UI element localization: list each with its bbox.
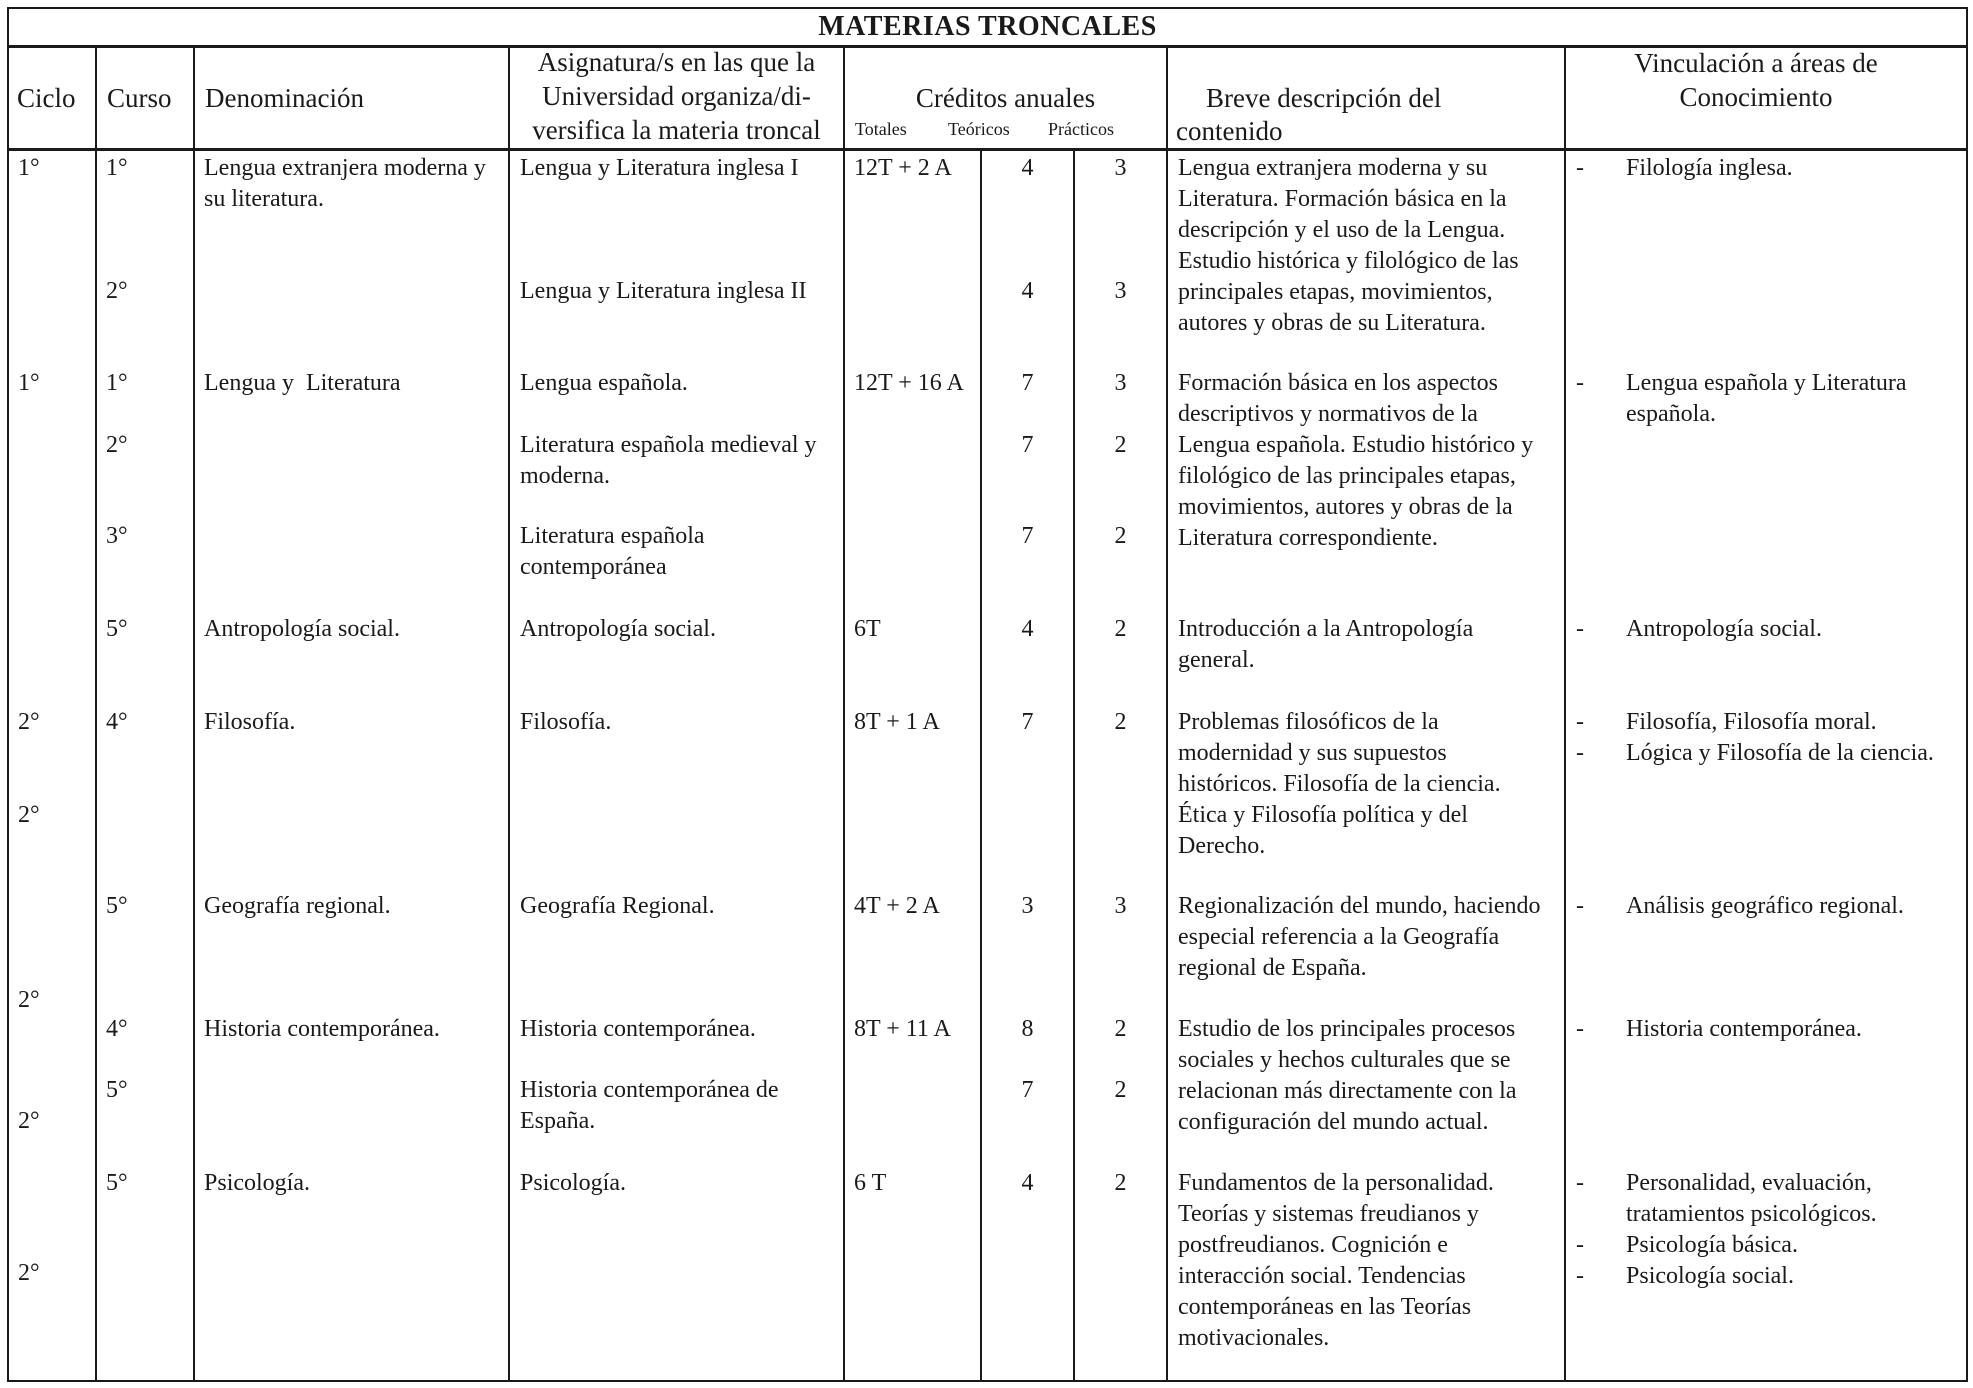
cell-vin-dash: - - - [1576,1170,1584,1289]
header-ciclo: Ciclo [17,83,76,113]
cell-vin-dash: - [1576,893,1584,919]
cell-practicos: 2 [1114,1170,1127,1196]
header-curso: Curso [107,83,172,113]
cell-practicos: 2 [1114,1077,1127,1103]
header-vinculacion-1: Vinculación a áreas de [1634,48,1878,78]
cell-teoricos: 4 [1021,278,1034,304]
cell-vinculacion: Antropología social. [1626,616,1822,642]
cell-denominacion: Geografía regional. [204,893,391,919]
cell-practicos: 3 [1114,278,1127,304]
cell-practicos: 2 [1114,432,1127,458]
cell-descripcion: Regionalización del mundo, haciendo especial referencia a la Geografía regional de España. [1178,893,1541,981]
cell-curso: 2° [106,278,128,304]
col-divider-denominacion [508,45,510,1382]
table-left-border [7,7,9,1382]
table-right-border [1966,7,1968,1382]
header-descripcion-2: contenido [1176,116,1283,146]
cell-teoricos: 7 [1021,709,1034,735]
header-totales: Totales [855,119,907,139]
cell-vin-dash: - [1576,1016,1584,1042]
cell-denominacion: Historia contemporánea. [204,1016,440,1042]
header-vinculacion-2: Conocimiento [1679,82,1833,112]
cell-curso: 5° [106,893,128,919]
cell-curso: 1° [106,155,128,181]
cell-descripcion: Fundamentos de la personalidad. Teorías y sistemas freudianos y postfreudianos. Cognición e interacción social. Tendencias contemporáneas en las Teorías motivacionales. [1178,1170,1494,1351]
cell-vinculacion: Filología inglesa. [1626,155,1793,181]
cell-totales: 8T + 11 A [854,1016,951,1042]
cell-teoricos: 8 [1021,1016,1034,1042]
cell-asignatura: Filosofía. [520,709,612,735]
cell-denominacion: Lengua y Literatura [204,370,401,396]
cell-curso: 4° [106,1016,128,1042]
cell-curso: 2° [106,432,128,458]
cell-practicos: 2 [1114,1016,1127,1042]
cell-vinculacion: Filosofía, Filosofía moral. Lógica y Filosofía de la ciencia. [1626,709,1934,766]
cell-asignatura: Psicología. [520,1170,626,1196]
cell-ciclo: 2° [18,802,40,828]
cell-teoricos: 7 [1021,370,1034,396]
cell-denominacion: Antropología social. [204,616,400,642]
cell-totales: 8T + 1 A [854,709,940,735]
cell-totales: 6 T [854,1170,887,1196]
col-divider-curso [193,45,195,1382]
cell-practicos: 3 [1114,370,1127,396]
cell-vin-dash: - [1576,155,1584,181]
cell-vin-dash: - [1576,616,1584,642]
cell-teoricos: 7 [1021,523,1034,549]
header-practicos: Prácticos [1048,119,1114,139]
cell-practicos: 2 [1114,709,1127,735]
cell-ciclo: 1° [18,370,40,396]
cell-curso: 4° [106,709,128,735]
header-descripcion-1: Breve descripción del [1206,83,1442,113]
cell-totales: 12T + 16 A [854,370,964,396]
cell-practicos: 2 [1114,616,1127,642]
cell-practicos: 3 [1114,893,1127,919]
cell-asignatura: Antropología social. [520,616,716,642]
header-denominacion: Denominación [205,83,364,113]
cell-curso: 3° [106,523,128,549]
col-divider-asignatura [843,45,845,1382]
cell-totales: 6T [854,616,881,642]
cell-practicos: 2 [1114,523,1127,549]
cell-ciclo: 2° [18,709,40,735]
cell-denominacion: Lengua extranjera moderna y su literatura. [204,155,486,212]
cell-descripcion: Estudio de los principales procesos sociales y hechos culturales que se relacionan más directamente con la configuración del mundo actual. [1178,1016,1517,1135]
cell-teoricos: 4 [1021,155,1034,181]
header-asignatura-2: Universidad organiza/di- [542,81,811,111]
cell-ciclo: 2° [18,987,40,1013]
cell-ciclo: 2° [18,1260,40,1286]
cell-asignatura: Lengua y Literatura inglesa II [520,278,807,304]
cell-ciclo: 2° [18,1108,40,1134]
table-title: MATERIAS TRONCALES [818,11,1157,42]
header-bottom-border [7,148,1968,151]
cell-teoricos: 7 [1021,432,1034,458]
cell-denominacion: Filosofía. [204,709,296,735]
col-divider-ciclo [95,45,97,1382]
cell-teoricos: 4 [1021,616,1034,642]
cell-curso: 5° [106,1077,128,1103]
cell-vin-dash: - - [1576,709,1584,766]
cell-vinculacion: Análisis geográfico regional. [1626,893,1904,919]
cell-curso: 1° [106,370,128,396]
cell-vin-dash: - [1576,370,1584,396]
cell-teoricos: 3 [1021,893,1034,919]
cell-descripcion: Lengua extranjera moderna y su Literatura. Formación básica en la descripción y el uso de la Lengua. Estudio histórica y filológico de las principales etapas, movimientos, autores y obras de su Literatura. [1178,155,1519,336]
table-bottom-border [7,1380,1968,1382]
cell-teoricos: 7 [1021,1077,1034,1103]
cell-descripcion: Introducción a la Antropología general. [1178,616,1474,673]
cell-descripcion: Problemas filosóficos de la modernidad y sus supuestos históricos. Filosofía de la ciencia. Ética y Filosofía política y del Derecho. [1178,709,1501,859]
header-teoricos: Teóricos [948,119,1010,139]
cell-asignatura: Historia contemporánea de España. [520,1077,779,1134]
cell-vinculacion: Lengua española y Literatura española. [1626,370,1907,427]
cell-teoricos: 4 [1021,1170,1034,1196]
cell-totales: 12T + 2 A [854,155,952,181]
header-asignatura-3: versifica la materia troncal [532,115,821,145]
cell-practicos: 3 [1114,155,1127,181]
cell-asignatura: Lengua y Literatura inglesa I [520,155,799,181]
cell-asignatura: Literatura española contemporánea [520,523,705,580]
header-asignatura-1: Asignatura/s en las que la [537,47,816,77]
col-divider-creditos [1166,45,1168,1382]
cell-asignatura: Historia contemporánea. [520,1016,756,1042]
cell-asignatura: Lengua española. [520,370,688,396]
cell-asignatura: Geografía Regional. [520,893,715,919]
cell-curso: 5° [106,1170,128,1196]
cell-ciclo: 1° [18,155,40,181]
col-divider-descripcion [1564,45,1566,1382]
cell-vinculacion: Personalidad, evaluación, tratamientos psicológicos. Psicología básica. Psicología social. [1626,1170,1877,1289]
cell-denominacion: Psicología. [204,1170,310,1196]
cell-totales: 4T + 2 A [854,893,940,919]
cell-curso: 5° [106,616,128,642]
header-creditos: Créditos anuales [915,83,1096,113]
cell-asignatura: Literatura española medieval y moderna. [520,432,817,489]
cell-descripcion: Formación básica en los aspectos descriptivos y normativos de la Lengua española. Estudio histórico y filológico de las principales etapas, movimientos, autores y obras de la Literatura correspondiente. [1178,370,1534,551]
cell-vinculacion: Historia contemporánea. [1626,1016,1862,1042]
